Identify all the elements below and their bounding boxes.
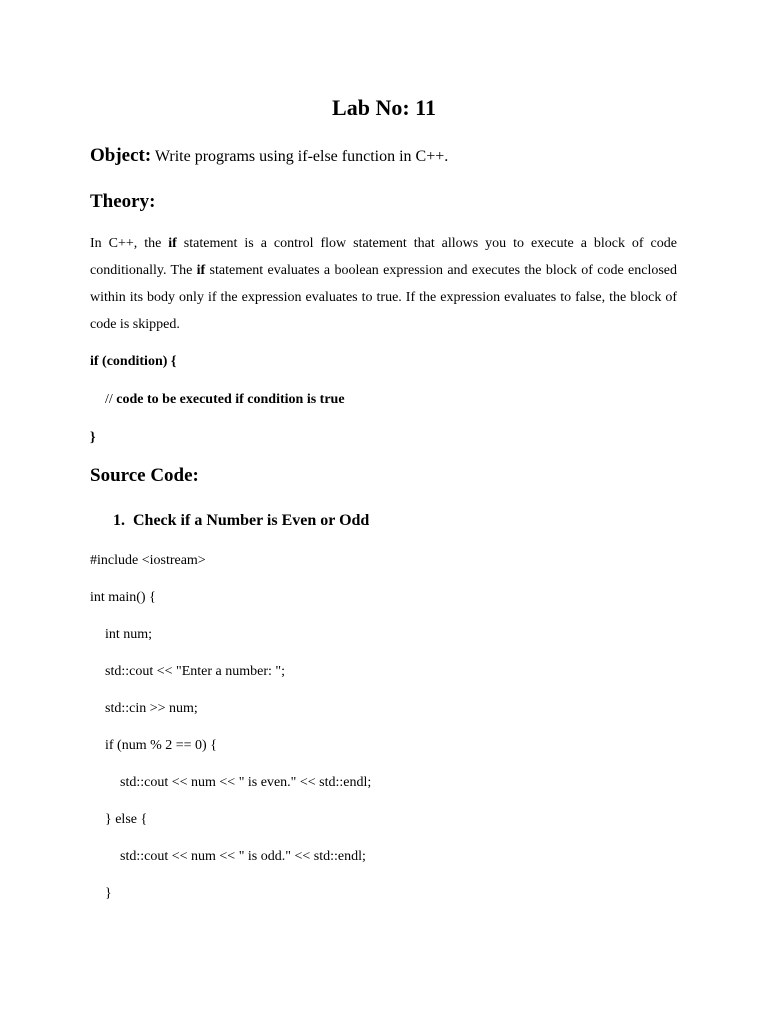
syntax-line-1: if (condition) { [90, 354, 177, 369]
object-line [90, 144, 690, 169]
code-line: if (num % 2 == 0) { [105, 738, 217, 753]
code-line: std::cout << num << " is odd." << std::endl; [120, 849, 366, 864]
theory-text-3: statement evaluates a boolean expression and executes the block of code enclosed within its body only if the expression evaluates to true. If the expression evaluates to false, the block of code is skipped. [90, 263, 677, 332]
item-heading [113, 510, 369, 532]
theory-heading: Theory: [90, 191, 156, 212]
object-text: Write programs using if-else function in C++. [151, 148, 449, 165]
code-line: int num; [105, 627, 153, 642]
code-line: #include <iostream> [90, 553, 206, 568]
theory-text-1: In C++, the [90, 236, 169, 251]
theory-paragraph [90, 230, 677, 338]
code-line: std::cout << num << " is even." << std::endl; [120, 775, 372, 790]
theory-text-2: statement is a control flow statement that allows you to execute a block of code conditionally. The [90, 236, 677, 278]
syntax-line-2 [105, 390, 345, 410]
syntax-comment-text: code to be executed if condition is true [116, 392, 345, 407]
code-line: } else { [105, 812, 148, 827]
code-line: std::cin >> num; [105, 701, 198, 716]
code-line: std::cout << "Enter a number: "; [105, 664, 286, 679]
page-title: Lab No: 11 [332, 95, 436, 120]
syntax-line-3: } [90, 430, 96, 445]
source-code-heading: Source Code: [90, 465, 199, 486]
code-line: int main() { [90, 590, 156, 605]
item-title: Check if a Number is Even or Odd [133, 512, 370, 529]
object-label: Object: [90, 145, 152, 166]
syntax-comment-slashes: // [105, 392, 117, 407]
theory-keyword-1: if [168, 236, 177, 251]
item-number: 1. [113, 512, 125, 529]
theory-keyword-2: if [196, 263, 206, 278]
code-line: } [105, 886, 112, 901]
